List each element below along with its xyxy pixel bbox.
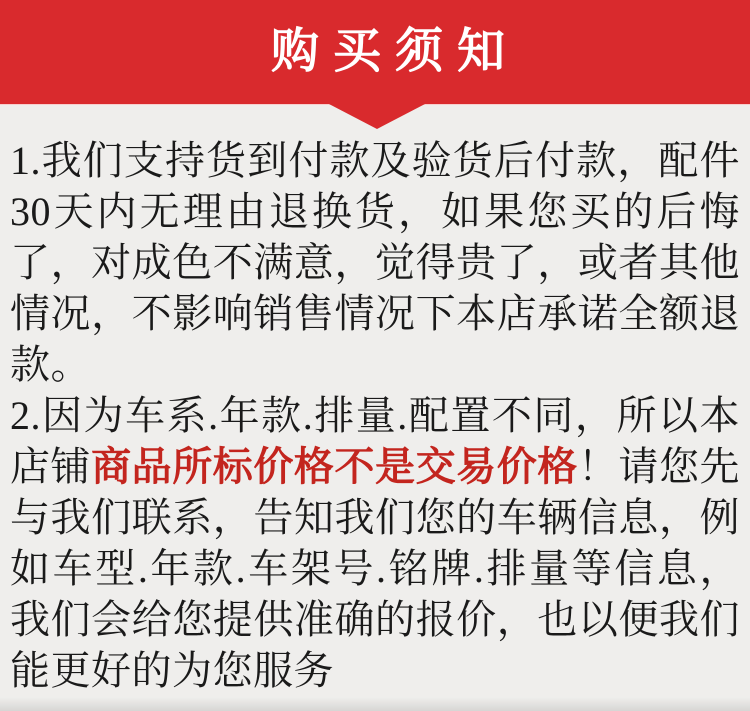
- notice-paragraph: [10, 135, 740, 390]
- notice-paragraph: [10, 390, 740, 696]
- notice-text-segment: 1.我们支持货到付款及验货后付款，配件30天内无理由退换货，如果您买的后悔了，对成色不满意，觉得贵了，或者其他情况，不影响销售情况下本店承诺全额退款。: [10, 138, 740, 387]
- notice-highlight-segment: 商品所标价格不是交易价格: [91, 444, 578, 489]
- bottom-shade-divider: [0, 697, 750, 711]
- notice-text-segment: 2.因为车系.年款.排量.配置不同，所以本店铺: [10, 393, 740, 489]
- notice-body: [0, 104, 750, 696]
- page-title: 购买须知: [270, 25, 519, 78]
- purchase-notice-banner: [0, 0, 750, 104]
- notice-text-segment: ！请您先与我们联系，告知我们您的车辆信息，例如车型.年款.车架号.铭牌.排量等信息，我们会给您提供准确的报价，也以便我们能更好的为您服务: [10, 444, 741, 693]
- chevron-down-pointer-icon: [329, 104, 425, 129]
